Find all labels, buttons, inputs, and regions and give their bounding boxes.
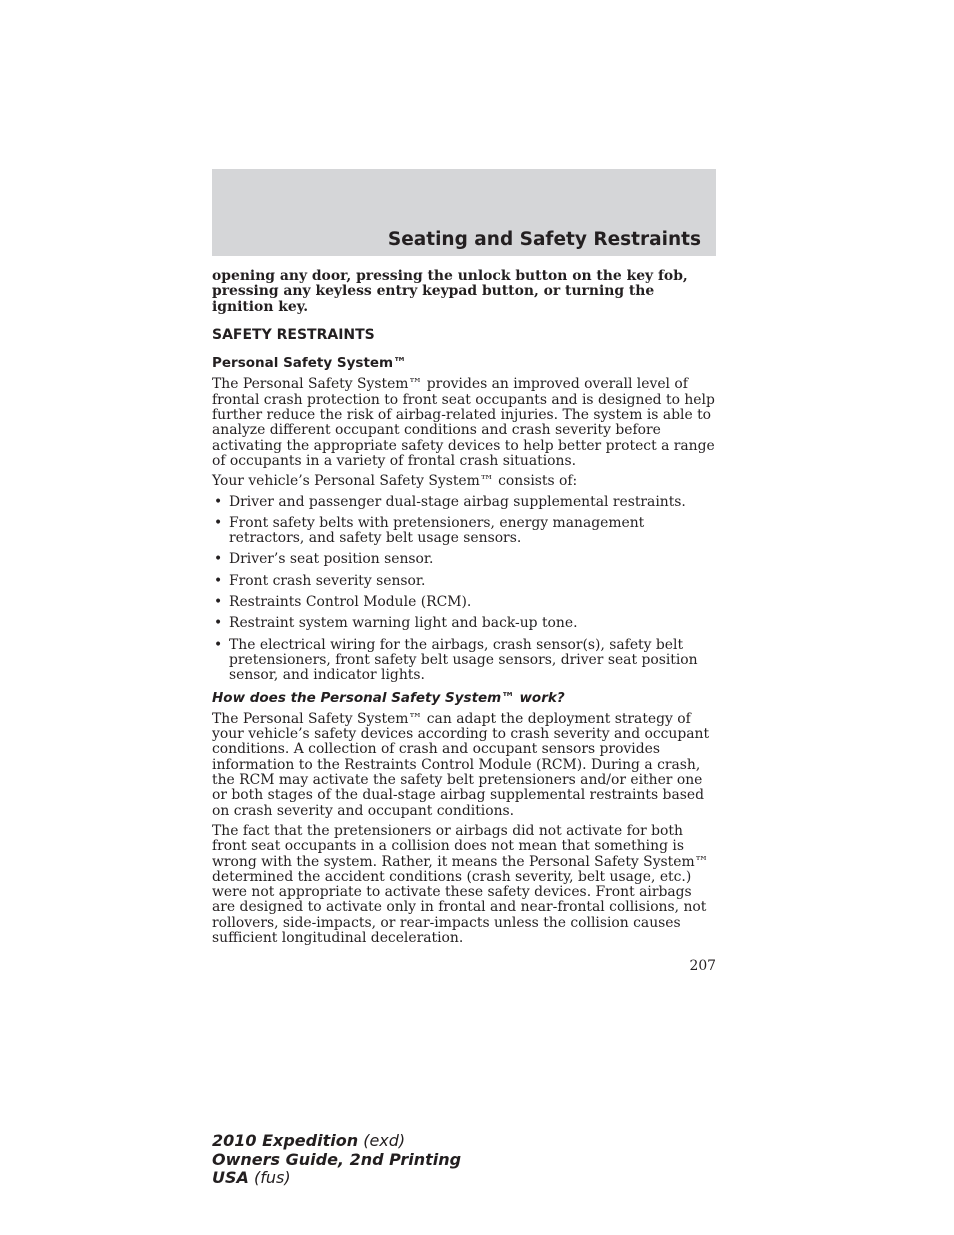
footer-line-market: USA (fus) [212,1168,291,1188]
section-heading: SAFETY RESTRAINTS [212,326,375,343]
bullet-icon: • [214,615,223,632]
how-paragraph-2: The fact that the pretensioners or airbags did not activate for both front seat occupants in a collision does not mean that something is wrong with the system. Rather, it means the Personal Safety System™ determined the accident conditions (crash severity, belt usage, etc.) were not appropriate to activate these safety devices. Front airbags are designed to activate only in frontal and near-frontal collisions, not rollovers, side-impacts, or rear-impacts unless the collision causes sufficient longitudinal deceleration. [212,822,709,946]
page-content [212,269,716,946]
intro-paragraph: The Personal Safety System™ provides an improved overall level of frontal crash protection to front seat occupants and is designed to help further reduce the risk of airbag-related injuries. The system is able to analyze different occupant conditions and crash severity before activating the appropriate safety devices to help better protect a range of occupants in a variety of frontal crash situations. [212,376,715,469]
bullet-icon: • [214,636,223,653]
bullet-icon: • [214,514,223,531]
list-item: • Restraint system warning light and back-up tone. [214,615,578,632]
components-list [212,495,716,684]
list-item: • Driver and passenger dual-stage airbag supplemental restraints. [214,493,686,510]
list-item: • Front safety belts with pretensioners, energy management retractors, and safety belt usage sensors. [214,514,645,547]
how-paragraph-1: The Personal Safety System™ can adapt the deployment strategy of your vehicle’s safety devices according to crash severity and occupant conditions. A collection of crash and occupant sensors provides information to the Restraints Control Module (RCM). During a crash, the RCM may activate the safety belt pretensioners and/or either one or both stages of the dual-stage airbag supplemental restraints based on crash severity and occupant conditions. [212,710,710,819]
list-item: • Driver’s seat position sensor. [214,551,434,568]
list-item: • Restraints Control Module (RCM). [214,594,472,611]
subheading: Personal Safety System™ [212,355,407,372]
bullet-icon: • [214,572,223,589]
chapter-header-band [212,169,716,256]
footer-edition-info [212,1132,461,1188]
footer-line-printing: Owners Guide, 2nd Printing [212,1149,462,1169]
how-it-works-heading: How does the Personal Safety System™ work? [212,689,565,706]
footer-line-model: 2010 Expedition (exd) [212,1131,406,1150]
chapter-title: Seating and Safety Restraints [387,229,701,250]
page-number: 207 [689,958,716,974]
list-item: • The electrical wiring for the airbags, crash sensor(s), safety belt pretensioners, front safety belt usage sensors, driver seat position sensor, and indicator lights. [214,636,698,684]
list-item: • Front crash severity sensor. [214,572,426,589]
bullet-icon: • [214,493,223,510]
continued-lead-text: opening any door, pressing the unlock button on the key fob, pressing any keyless entry keypad button, or turning the ignition key. [212,268,688,315]
consists-of-text: Your vehicle’s Personal Safety System™ consists of: [212,473,578,490]
bullet-icon: • [214,594,223,611]
bullet-icon: • [214,551,223,568]
